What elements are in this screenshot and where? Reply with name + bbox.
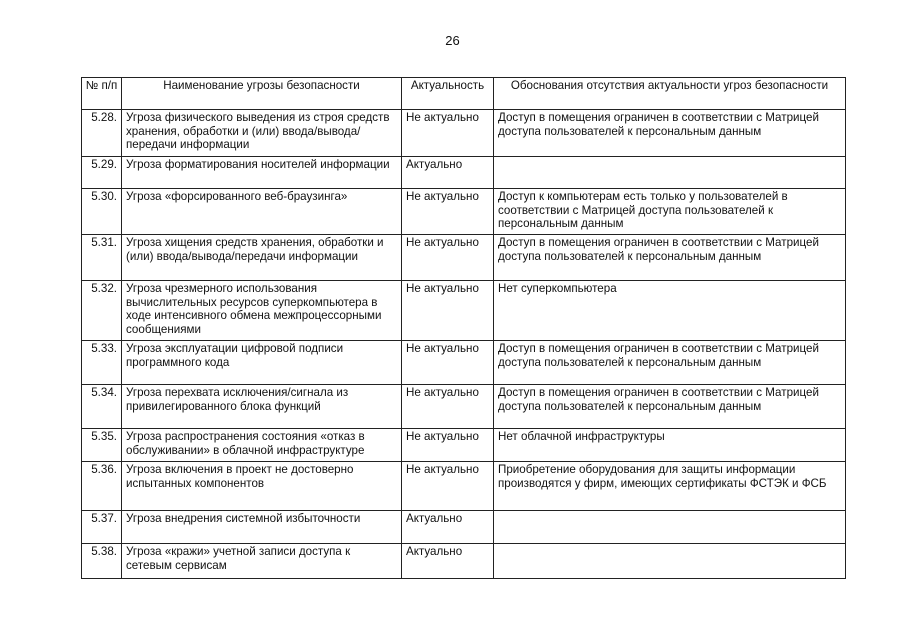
row-relevance: Актуально <box>402 544 494 579</box>
row-threat-name: Угроза «форсированного веб-браузинга» <box>122 189 402 235</box>
row-relevance: Не актуально <box>402 385 494 429</box>
row-justification: Доступ в помещения ограничен в соответствии с Матрицей доступа пользователей к персональным данным <box>494 385 846 429</box>
row-threat-name: Угроза эксплуатации цифровой подписи программного кода <box>122 341 402 385</box>
table-row <box>82 544 846 579</box>
row-relevance: Не актуально <box>402 189 494 235</box>
row-relevance: Не актуально <box>402 235 494 281</box>
row-num: 5.28. <box>82 110 122 157</box>
row-justification: Нет суперкомпьютера <box>494 281 846 341</box>
row-threat-name: Угроза внедрения системной избыточности <box>122 511 402 544</box>
row-threat-name: Угроза хищения средств хранения, обработки и (или) ввода/вывода/передачи информации <box>122 235 402 281</box>
row-num: 5.31. <box>82 235 122 281</box>
row-num: 5.36. <box>82 462 122 511</box>
table-row <box>82 235 846 281</box>
table-row <box>82 189 846 235</box>
row-justification: Приобретение оборудования для защиты информации производятся у фирм, имеющих сертификаты ФСТЭК и ФСБ <box>494 462 846 511</box>
row-threat-name: Угроза форматирования носителей информации <box>122 157 402 189</box>
row-num: 5.30. <box>82 189 122 235</box>
row-relevance: Не актуально <box>402 281 494 341</box>
table-row <box>82 511 846 544</box>
threats-table <box>81 77 846 579</box>
table-row <box>82 429 846 462</box>
table-row <box>82 462 846 511</box>
row-justification: Доступ в помещения ограничен в соответствии с Матрицей доступа пользователей к персональным данным <box>494 235 846 281</box>
row-threat-name: Угроза распространения состояния «отказ в обслуживании» в облачной инфраструктуре <box>122 429 402 462</box>
row-num: 5.37. <box>82 511 122 544</box>
row-num: 5.35. <box>82 429 122 462</box>
table-row <box>82 157 846 189</box>
row-threat-name: Угроза «кражи» учетной записи доступа к сетевым сервисам <box>122 544 402 579</box>
table-header-row <box>82 78 846 110</box>
page-number: 26 <box>445 33 460 48</box>
row-threat-name: Угроза физического выведения из строя средств хранения, обработки и (или) ввода/вывода/передачи информации <box>122 110 402 157</box>
row-justification <box>494 544 846 579</box>
row-threat-name: Угроза включения в проект не достоверно испытанных компонентов <box>122 462 402 511</box>
row-threat-name: Угроза чрезмерного использования вычислительных ресурсов суперкомпьютера в ходе интенсивного обмена межпроцессорными сообщениями <box>122 281 402 341</box>
row-relevance: Не актуально <box>402 462 494 511</box>
row-relevance: Не актуально <box>402 341 494 385</box>
row-justification <box>494 511 846 544</box>
row-justification: Доступ в помещения ограничен в соответствии с Матрицей доступа пользователей к персональным данным <box>494 110 846 157</box>
header-relevance: Актуальность <box>402 78 494 110</box>
row-relevance: Не актуально <box>402 110 494 157</box>
row-threat-name: Угроза перехвата исключения/сигнала из привилегированного блока функций <box>122 385 402 429</box>
row-num: 5.34. <box>82 385 122 429</box>
row-justification <box>494 157 846 189</box>
row-num: 5.29. <box>82 157 122 189</box>
row-relevance: Актуально <box>402 157 494 189</box>
row-justification: Нет облачной инфраструктуры <box>494 429 846 462</box>
header-name: Наименование угрозы безопасности <box>122 78 402 110</box>
header-justification: Обоснования отсутствия актуальности угроз безопасности <box>494 78 846 110</box>
row-num: 5.38. <box>82 544 122 579</box>
table-row <box>82 281 846 341</box>
table-row <box>82 110 846 157</box>
table-row <box>82 341 846 385</box>
header-num: № п/п <box>82 78 122 110</box>
row-justification: Доступ к компьютерам есть только у пользователей в соответствии с Матрицей доступа пользователей к персональным данным <box>494 189 846 235</box>
row-justification: Доступ в помещения ограничен в соответствии с Матрицей доступа пользователей к персональным данным <box>494 341 846 385</box>
row-num: 5.32. <box>82 281 122 341</box>
table-row <box>82 385 846 429</box>
row-relevance: Актуально <box>402 511 494 544</box>
row-relevance: Не актуально <box>402 429 494 462</box>
row-num: 5.33. <box>82 341 122 385</box>
